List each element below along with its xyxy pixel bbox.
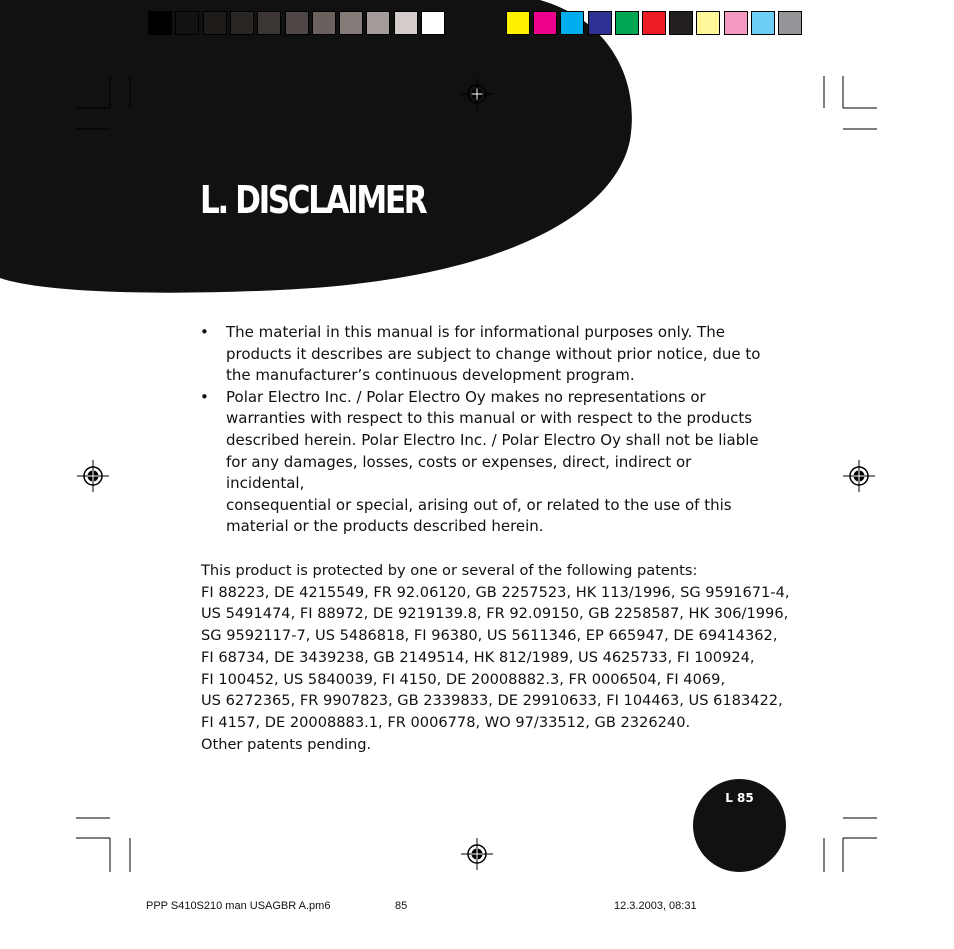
footer-filename: PPP S410S210 man USAGBR A.pm6 (146, 900, 331, 912)
bullet-symbol: • (200, 323, 209, 341)
text-line: warranties with respect to this manual or with respect to the products (226, 409, 753, 428)
patents-block (201, 560, 790, 755)
patents-line: SG 9592117-7, US 5486818, FI 96380, US 5611346, EP 665947, DE 69414362, (201, 627, 778, 645)
text-line: described herein. Polar Electro Inc. / Polar Electro Oy shall not be liable (226, 430, 759, 449)
disclaimer-item (200, 387, 770, 538)
disclaimer-list (200, 322, 770, 538)
patents-line: FI 100452, US 5840039, FI 4150, DE 20008882.3, FR 0006504, FI 4069, (201, 670, 726, 688)
bullet-symbol: • (200, 387, 209, 406)
registration-mark-right (843, 460, 875, 492)
patents-line: FI 88223, DE 4215549, FR 92.06120, GB 2257523, HK 113/1996, SG 9591671-4, (201, 583, 790, 601)
page-title: L. DISCLAIMER (200, 178, 426, 222)
footer-timestamp: 12.3.2003, 08:31 (614, 900, 697, 912)
patents-line: FI 4157, DE 20008883.1, FR 0006778, WO 97/33512, GB 2326240. (201, 713, 691, 731)
registration-mark-bottom (461, 838, 493, 870)
page-number: L 85 (725, 791, 754, 805)
patents-line: FI 68734, DE 3439238, GB 2149514, HK 812/1989, US 4625733, FI 100924, (201, 648, 755, 666)
text-line: products it describes are subject to change without prior notice, due to (226, 344, 761, 363)
registration-mark-top (461, 78, 493, 110)
patents-line: US 6272365, FR 9907823, GB 2339833, DE 29910633, FI 104463, US 6183422, (201, 692, 783, 710)
footer-page: 85 (395, 900, 408, 912)
text-line: material or the products described herein. (226, 517, 544, 536)
patents-line: US 5491474, FI 88972, DE 9219139.8, FR 92.09150, GB 2258587, HK 306/1996, (201, 605, 789, 623)
text-line: The material in this manual is for informational purposes only. The (226, 323, 725, 341)
text-line: Polar Electro Inc. / Polar Electro Oy makes no representations or (226, 387, 706, 406)
patents-pending: Other patents pending. (201, 735, 372, 753)
text-line: consequential or special, arising out of, or related to the use of this (226, 495, 732, 514)
text-line: for any damages, losses, costs or expenses, direct, indirect or incidental, (226, 452, 692, 493)
patents-intro: This product is protected by one or several of the following patents: (201, 562, 698, 579)
text-line: the manufacturer’s continuous development program. (226, 366, 635, 385)
registration-mark-left (77, 460, 109, 492)
disclaimer-item (200, 322, 770, 387)
